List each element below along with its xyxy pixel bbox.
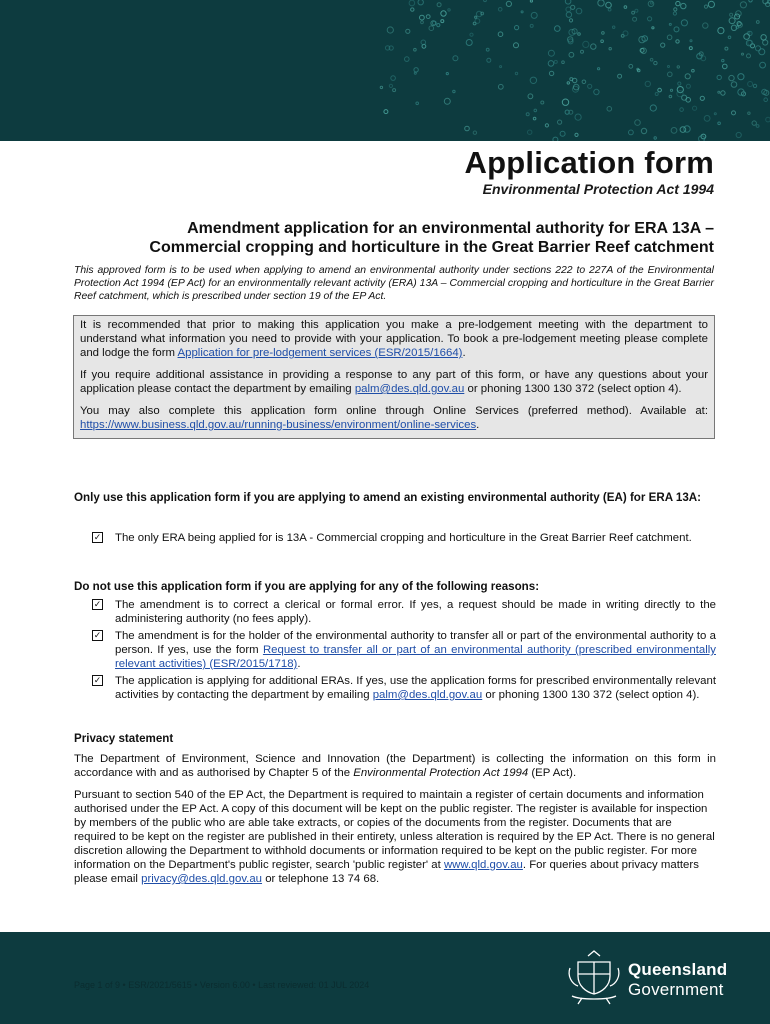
banner-dot	[607, 107, 612, 112]
banner-dot	[578, 33, 581, 36]
palm-email-link[interactable]: palm@des.qld.gov.au	[354, 383, 465, 395]
banner-dot	[730, 13, 733, 16]
checkbox-checked-icon: ✓	[93, 630, 102, 640]
only-use-item-1	[92, 531, 716, 545]
banner-dot	[487, 58, 491, 62]
privacy-p2-end: or telephone 13 74 68.	[262, 873, 380, 885]
banner-dot	[598, 0, 604, 6]
banner-dot	[669, 95, 672, 98]
banner-dot	[588, 84, 592, 88]
banner-dot	[609, 48, 611, 50]
banner-dot	[654, 137, 656, 139]
banner-dot	[411, 8, 414, 11]
banner-dot	[744, 34, 750, 40]
banner-dot	[453, 56, 458, 61]
banner-dot	[661, 43, 665, 47]
banner-dot	[530, 77, 536, 83]
logo-queensland: Queensland	[628, 960, 728, 979]
privacy-email-link[interactable]: privacy@des.qld.gov.au	[141, 873, 263, 885]
banner-dot	[680, 108, 684, 112]
banner-dot	[573, 78, 577, 82]
note-p2-text: If you require additional assistance in providing a response to any part of this form, or have any questions about your application please contact the department by emailing	[80, 369, 708, 395]
banner-dot	[676, 1, 680, 5]
banner-dot	[601, 40, 604, 43]
online-services-link[interactable]: https://www.business.qld.gov.au/running-business/environment/online-services	[80, 419, 477, 431]
banner-dot	[437, 3, 441, 7]
banner-dot	[669, 23, 671, 25]
banner-dot	[565, 0, 571, 4]
banner-dot	[528, 130, 532, 134]
banner-dot	[752, 121, 756, 125]
title-block	[465, 145, 714, 197]
banner-dot	[736, 132, 741, 137]
banner-dot	[486, 48, 489, 51]
banner-dot	[528, 94, 533, 99]
banner-dot	[722, 59, 724, 61]
banner-dot	[534, 109, 537, 112]
banner-dot	[541, 101, 544, 104]
banner-dot	[690, 40, 692, 42]
banner-dot	[549, 71, 553, 75]
privacy-paragraph-2	[74, 788, 716, 886]
banner-dot	[406, 29, 410, 33]
banner-dot	[562, 61, 565, 64]
banner-dot	[673, 12, 676, 15]
form-heading	[54, 219, 714, 257]
banner-dot	[380, 86, 382, 88]
do-not-use-item-3-end: or phoning 1300 130 372 (select option 4).	[482, 689, 700, 701]
banner-dot	[689, 47, 692, 50]
privacy-p2-text: Pursuant to section 540 of the EP Act, the Department is required to maintain a register of certain documents and information authorised under the EP Act. A copy of this document will be kept on the public register. The register is available for inspection by members of the public who are able take extracts, or copies of the documents from the register. Documents that are required to be kept on the register are published in their entirety, unless alteration is required by the EP Act. There is no general discretion allowing the Department to withhold documents or information required to be kept on the public register. For more information on the Department's public register, search 'public register' at	[74, 789, 715, 871]
banner-dot	[725, 47, 728, 50]
banner-dot	[569, 19, 572, 22]
prelodgement-form-link[interactable]: Application for pre-lodgement services (ESR/2015/1664)	[177, 347, 463, 359]
do-not-use-item-3	[92, 674, 716, 702]
banner-dot	[652, 27, 654, 29]
intro-text-b: (EP Act) for an environmentally relevant activity (ERA) 13A – Commercial cropping and horticulture in the Great Barrier Reef catchment, which is prescribed under section 19 of the EP Act.	[74, 278, 714, 302]
intro-paragraph	[74, 264, 714, 303]
banner-dot	[738, 74, 744, 80]
banner-dot	[437, 24, 440, 27]
privacy-p1-act: Environmental Protection Act 1994	[353, 767, 529, 779]
banner-dot	[756, 125, 759, 128]
banner-dot	[414, 68, 418, 72]
banner-dot	[531, 12, 537, 18]
banner-dot	[635, 9, 638, 12]
banner-dot	[466, 40, 472, 46]
banner-dot	[623, 31, 628, 36]
note-p1-text: It is recommended that prior to making this application you make a pre-lodgement meeting with the department to understand what information you need to provide with your application. To book a pre-lodgement meeting please complete and lodge the form	[80, 319, 708, 359]
banner-dot	[668, 66, 670, 68]
banner-dot	[429, 26, 434, 31]
header-banner	[0, 0, 770, 141]
banner-dot	[560, 131, 565, 136]
info-note-box	[73, 315, 715, 439]
banner-dot	[685, 74, 690, 79]
banner-dot	[645, 81, 650, 86]
banner-dot	[515, 26, 519, 30]
banner-dot	[569, 52, 574, 57]
banner-dot	[717, 75, 721, 79]
banner-dot	[554, 60, 557, 63]
checkbox-checked-icon: ✓	[93, 599, 102, 609]
banner-dot	[498, 84, 503, 89]
note-paragraph-1	[80, 318, 708, 360]
banner-dot	[526, 113, 529, 116]
do-not-use-item-2-text: The amendment is for the holder of the environmental authority to transfer all or part of the environmental authority to a person. If yes, use the form	[115, 630, 716, 656]
banner-dot	[558, 120, 562, 124]
intro-text-a: This approved form is to be used when applying to amend an environmental authority under sections 222 to 227A of the Environmental Protection Act 1994	[74, 265, 714, 289]
privacy-paragraph-1	[74, 752, 716, 780]
banner-dot	[387, 27, 393, 33]
banner-dot	[629, 130, 634, 135]
checkbox-checked-icon: ✓	[93, 675, 102, 685]
banner-dot	[764, 98, 768, 102]
banner-dot	[409, 0, 415, 6]
banner-dot	[658, 88, 662, 92]
banner-dot	[729, 18, 735, 24]
note-p3-text: You may also complete this application form online through Online Services (preferred method). Available at:	[80, 405, 708, 417]
banner-dot	[674, 27, 679, 32]
banner-dot	[761, 35, 766, 40]
banner-dot	[602, 32, 605, 35]
banner-dot	[530, 0, 532, 2]
banner-dot	[421, 40, 426, 45]
banner-dot	[591, 44, 596, 49]
banner-dot	[470, 33, 473, 36]
banner-dot	[521, 11, 523, 13]
banner-dot	[575, 114, 581, 120]
note-p1-end: .	[462, 347, 466, 359]
banner-dot	[753, 84, 756, 87]
only-use-heading: Only use this application form if you are applying to amend an existing environmental authority (EA) for ERA 13A:	[74, 491, 702, 504]
banner-dot	[756, 21, 759, 24]
banner-dot	[650, 58, 653, 61]
note-paragraph-2	[80, 368, 708, 396]
banner-dot	[718, 122, 721, 125]
banner-dot	[416, 102, 419, 105]
do-not-use-item-3-text: The application is applying for additional ERAs. If yes, use the application forms for prescribed environmentally relevant activities by contacting the department by emailing	[115, 675, 716, 701]
banner-dot	[566, 12, 571, 17]
banner-dot	[421, 21, 424, 24]
banner-dot	[763, 40, 768, 45]
banner-dot	[708, 1, 714, 7]
banner-dot	[453, 90, 455, 92]
do-not-use-list	[92, 598, 716, 705]
only-use-list	[92, 531, 716, 548]
banner-dot	[650, 105, 656, 111]
banner-dot	[718, 91, 720, 93]
banner-dot	[721, 91, 725, 95]
palm-email-link-2[interactable]: palm@des.qld.gov.au	[372, 689, 483, 701]
banner-dot	[444, 98, 450, 104]
banner-dot	[667, 35, 672, 40]
banner-dot	[465, 126, 470, 131]
banner-dot	[738, 23, 743, 28]
banner-dot	[515, 72, 517, 74]
checkbox-checked-icon: ✓	[93, 532, 102, 542]
banner-dot	[384, 110, 388, 114]
banner-dot	[731, 82, 737, 88]
banner-dot	[755, 46, 760, 51]
banner-dot	[671, 127, 677, 133]
banner-dot	[426, 15, 430, 19]
banner-dot	[729, 75, 734, 80]
banner-dot	[566, 7, 571, 12]
banner-dot	[668, 72, 673, 77]
banner-dot	[498, 32, 503, 37]
banner-dot	[637, 69, 640, 72]
form-heading-line2: Commercial cropping and horticulture in the Great Barrier Reef catchment	[149, 239, 714, 256]
banner-dot	[514, 43, 519, 48]
banner-dot	[484, 0, 487, 2]
banner-dot	[613, 26, 615, 28]
banner-dot	[748, 112, 750, 114]
banner-dot	[723, 64, 728, 69]
banner-dot	[648, 17, 652, 21]
banner-dot	[598, 68, 600, 70]
banner-dot	[405, 57, 410, 62]
banner-dot	[582, 80, 586, 84]
banner-dot	[747, 54, 751, 58]
banner-dot	[418, 0, 423, 5]
banner-dot	[567, 82, 569, 84]
banner-dot	[677, 91, 683, 97]
transfer-form-link[interactable]: Request to transfer all or part of an environmental authority (prescribed environmentally relevant activities) (ESR/2015/1718)	[115, 644, 716, 670]
banner-dot	[760, 62, 766, 68]
page-subtitle: Environmental Protection Act 1994	[482, 181, 714, 197]
banner-dot	[633, 17, 637, 21]
banner-dot	[548, 50, 554, 56]
banner-dot	[553, 137, 558, 141]
privacy-heading: Privacy statement	[74, 732, 174, 745]
banner-dot	[533, 117, 536, 120]
note-p2-end: or phoning 1300 130 372 (select option 4).	[464, 383, 682, 395]
banner-dot	[545, 124, 548, 127]
do-not-use-item-1	[92, 598, 716, 626]
banner-dot	[555, 26, 561, 32]
banner-dot	[606, 2, 612, 8]
banner-dot	[389, 84, 392, 87]
banner-dot	[583, 41, 589, 47]
banner-dot	[740, 2, 746, 8]
banner-dot	[686, 84, 690, 88]
banner-dot	[391, 76, 396, 81]
banner-dot	[704, 116, 710, 122]
banner-dot	[571, 5, 575, 9]
banner-dot	[594, 89, 599, 94]
note-p3-end: .	[476, 419, 480, 431]
banner-dot	[581, 50, 584, 53]
banner-dot	[704, 5, 707, 8]
banner-dot	[500, 66, 502, 68]
banner-dot	[670, 89, 672, 91]
qld-gov-link[interactable]: www.qld.gov.au	[443, 859, 523, 871]
banner-dot	[441, 11, 446, 16]
banner-dot	[562, 99, 568, 105]
privacy-p1-end: (EP Act).	[528, 767, 577, 779]
privacy-p2-mid: . For queries about privacy matters please email	[74, 859, 699, 885]
banner-dot	[651, 2, 653, 4]
banner-dot	[448, 9, 450, 11]
banner-dot	[742, 53, 744, 55]
banner-dot	[414, 72, 416, 74]
banner-dot	[718, 28, 724, 34]
page-title: Application form	[464, 145, 714, 180]
banner-dot	[618, 74, 622, 78]
logo-government: Government	[628, 980, 724, 999]
banner-dot	[576, 8, 582, 14]
banner-dot	[766, 117, 770, 122]
banner-dot	[676, 40, 679, 43]
banner-dot	[629, 64, 633, 68]
form-heading-line1: Amendment application for an environmental authority for ERA 13A –	[187, 220, 714, 237]
banner-dot	[475, 16, 477, 18]
banner-dot-pattern	[0, 0, 770, 141]
banner-dot	[575, 133, 578, 136]
banner-dot	[446, 73, 448, 75]
banner-dot	[748, 82, 753, 87]
banner-dot	[680, 127, 686, 133]
banner-dot	[692, 69, 695, 72]
banner-dot	[441, 20, 444, 23]
banner-dot	[420, 15, 425, 20]
banner-dot	[732, 111, 736, 115]
footer-page-info: Page 1 of 9 • ESR/2021/5615 • Version 6.00 • Last reviewed: 01 JUL 2024	[74, 980, 370, 990]
banner-dot	[608, 8, 611, 11]
banner-dot	[624, 6, 627, 9]
banner-dot	[635, 120, 641, 126]
banner-dot	[655, 93, 658, 96]
banner-dot	[693, 106, 697, 110]
banner-dot	[498, 8, 502, 12]
banner-dot	[654, 61, 657, 64]
note-paragraph-3	[80, 404, 708, 432]
banner-dot	[530, 24, 533, 27]
banner-dot	[728, 36, 731, 39]
do-not-use-item-2	[92, 629, 716, 671]
banner-dot	[749, 0, 752, 2]
banner-dot	[393, 89, 396, 92]
banner-dot	[674, 8, 677, 11]
banner-dot	[506, 1, 511, 6]
banner-dot	[632, 11, 635, 14]
do-not-use-item-1-text: The amendment is to correct a clerical or formal error. If yes, a request should be made in writing directly to the administering authority (no fees apply).	[115, 599, 716, 625]
do-not-use-heading: Do not use this application form if you are applying for any of the following reasons:	[74, 580, 540, 593]
only-use-item-1-text: The only ERA being applied for is 13A - Commercial cropping and horticulture in the Great Barrier Reef catchment.	[115, 532, 692, 544]
do-not-use-item-2-end: .	[297, 658, 301, 670]
banner-dot	[473, 131, 476, 134]
banner-dot	[681, 20, 687, 26]
banner-dot	[714, 113, 716, 115]
banner-dot	[681, 3, 686, 8]
banner-dot	[641, 128, 646, 133]
privacy-p1-text: The Department of Environment, Science and Innovation (the Department) is collecting the information on this form in accordance with and as authorised by Chapter 5 of the	[74, 753, 716, 779]
banner-dot	[700, 96, 704, 100]
banner-dot	[703, 23, 708, 28]
banner-dot	[548, 61, 554, 67]
banner-dot	[678, 82, 681, 85]
banner-dot	[475, 19, 480, 24]
banner-dot	[414, 48, 417, 51]
banner-dot	[677, 66, 679, 68]
